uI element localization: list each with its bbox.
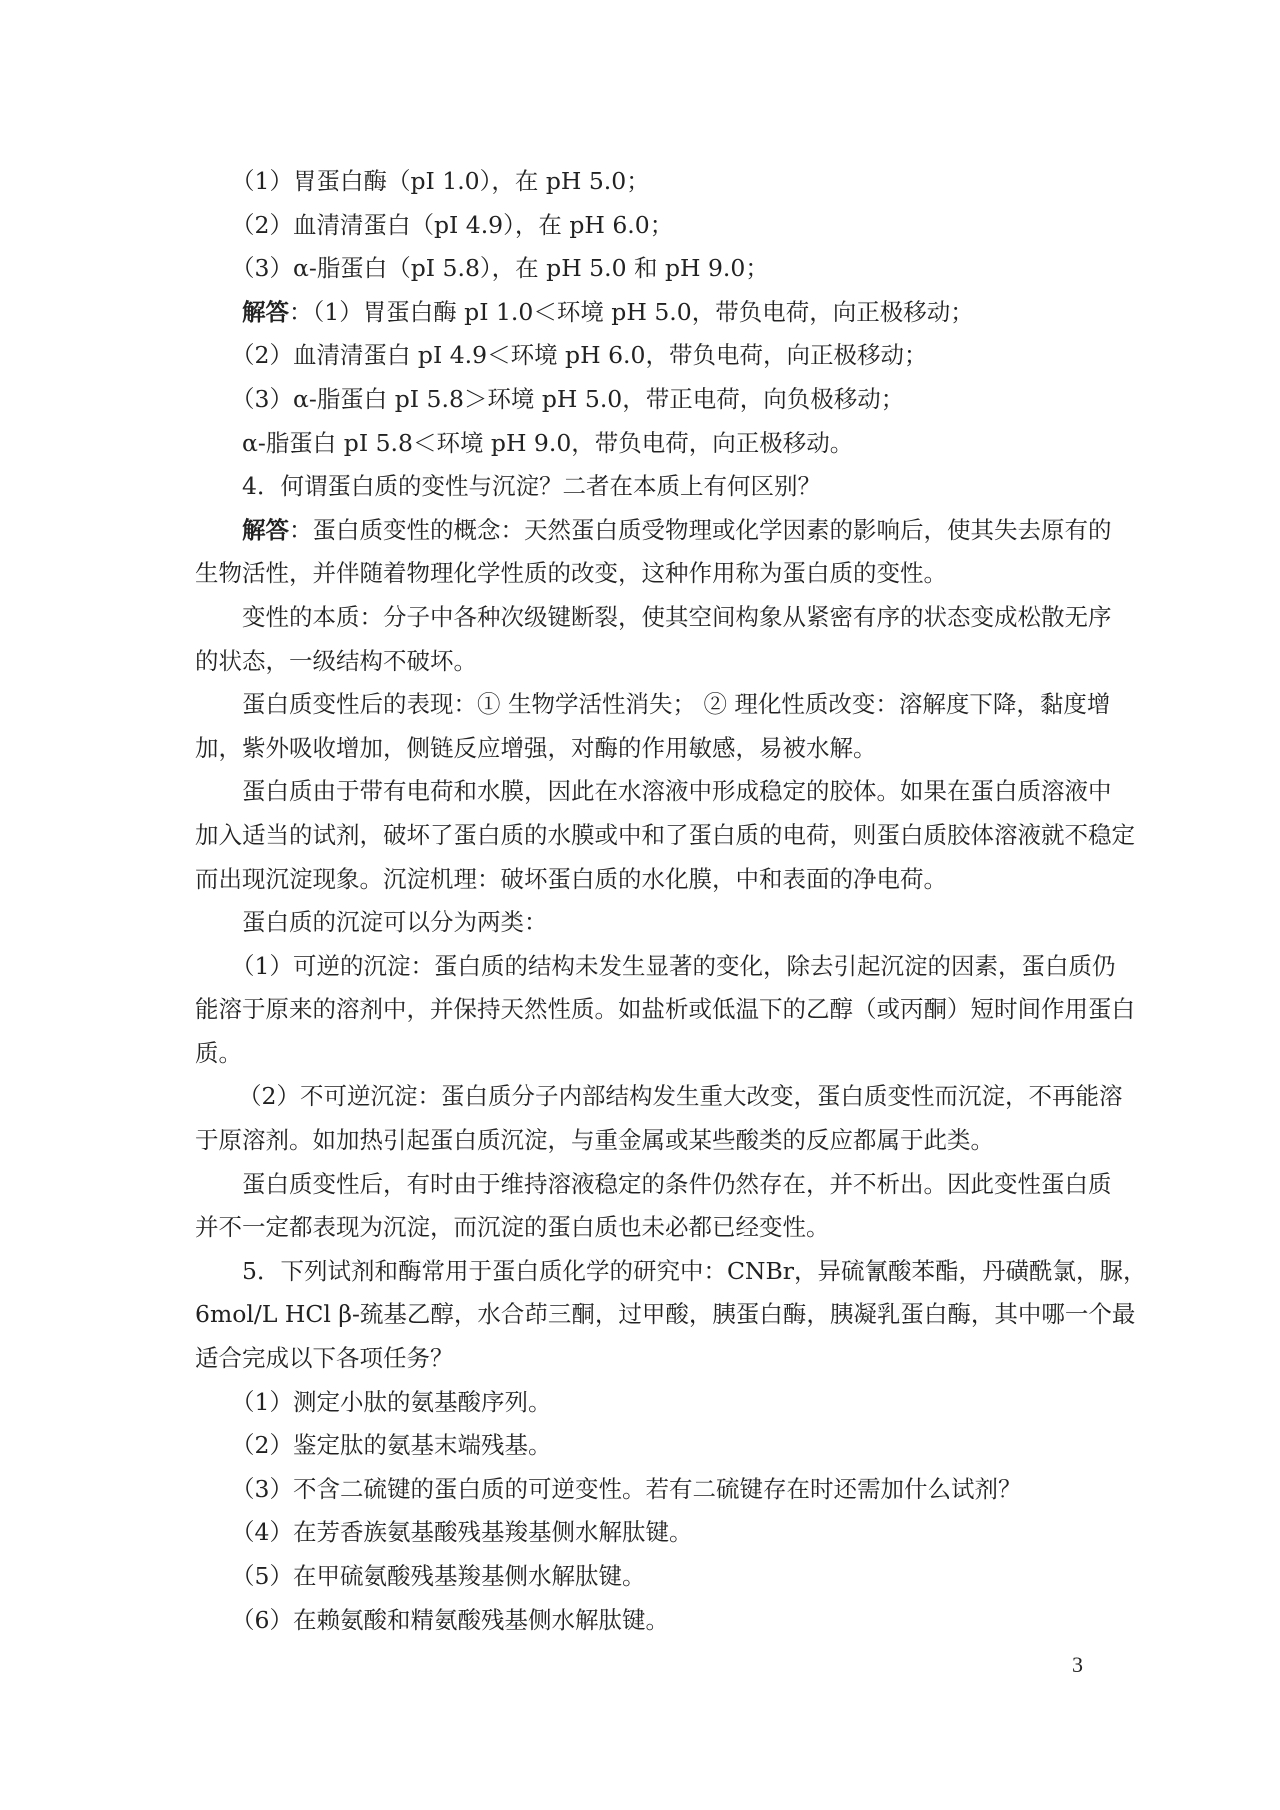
answer-label: 解答 [242,515,289,544]
text-line [195,1599,1085,1643]
text-line [195,160,1085,204]
line-text: （3）α-脂蛋白（pI 5.8），在 pH 5.0 和 pH 9.0； [231,254,769,283]
text-line [195,1032,1085,1076]
line-text: 蛋白质变性后，有时由于维持溶液稳定的条件仍然存在，并不析出。因此变性蛋白质 [242,1169,1112,1198]
text-line [195,1381,1085,1425]
line-text: （6）在赖氨酸和精氨酸残基侧水解肽键。 [231,1605,669,1634]
text-line [195,727,1085,771]
line-text: （2）鉴定肽的氨基末端残基。 [231,1431,552,1460]
text-line [195,640,1085,684]
line-text: （1）胃蛋白酶（pI 1.0），在 pH 5.0； [231,167,650,195]
line-text: ：蛋白质变性的概念：天然蛋白质受物理或化学因素的影响后，使其失去原有的 [289,515,1112,544]
text-line [195,683,1111,727]
text-line [195,247,1085,291]
text-line [195,988,1135,1032]
text-line [195,1206,1085,1250]
line-text: 能溶于原来的溶剂中，并保持天然性质。如盐析或低温下的乙醇（或丙酮）短时间作用蛋白 [195,995,1135,1024]
line-text: 并不一定都表现为沉淀，而沉淀的蛋白质也未必都已经变性。 [195,1213,830,1242]
text-line [195,1555,1085,1599]
text-line [195,465,1085,509]
text-line [195,596,1112,640]
line-text: 于原溶剂。如加热引起蛋白质沉淀，与重金属或某些酸类的反应都属于此类。 [195,1126,994,1155]
line-text: （1）测定小肽的氨基酸序列。 [231,1387,552,1416]
text-line [195,858,1085,902]
line-text: （3）α-脂蛋白 pI 5.8＞环境 pH 5.0，带正电荷，向负极移动； [231,384,905,413]
text-line [195,1075,1123,1119]
text-line [195,509,1112,553]
line-text: 蛋白质变性后的表现：① 生物学活性消失； ② 理化性质改变：溶解度下降，黏度增 [242,690,1111,719]
line-text: 质。 [195,1038,242,1067]
text-line [195,1337,1085,1381]
document-body [195,160,1147,1642]
line-text: 5．下列试剂和酶常用于蛋白质化学的研究中：CNBr，异硫氰酸苯酯，丹磺酰氯，脲， [242,1256,1147,1285]
text-line [195,1250,1147,1294]
line-text: （2）血清清蛋白 pI 4.9＜环境 pH 6.0，带负电荷，向正极移动； [231,341,928,370]
line-text: 生物活性，并伴随着物理化学性质的改变，这种作用称为蛋白质的变性。 [195,559,947,588]
text-line [195,204,1085,248]
line-text: ：（1）胃蛋白酶 pI 1.0＜环境 pH 5.0，带负电荷，向正极移动； [289,297,974,326]
line-text: 蛋白质的沉淀可以分为两类： [242,908,548,937]
line-text: 6mol/L HCl β-巯基乙醇，水合茚三酮，过甲酸，胰蛋白酶，胰凝乳蛋白酶，其中哪一个最 [195,1300,1136,1329]
line-text: （1）可逆的沉淀：蛋白质的结构未发生显著的变化，除去引起沉淀的因素，蛋白质仍 [231,951,1116,980]
text-line [195,1468,1085,1512]
line-text: 而出现沉淀现象。沉淀机理：破坏蛋白质的水化膜，中和表面的净电荷。 [195,864,947,893]
text-line [195,814,1135,858]
line-text: （2）不可逆沉淀：蛋白质分子内部结构发生重大改变，蛋白质变性而沉淀，不再能溶 [238,1082,1123,1111]
line-text: α-脂蛋白 pI 5.8＜环境 pH 9.0，带负电荷，向正极移动。 [242,428,854,457]
line-text: （2）血清清蛋白（pI 4.9），在 pH 6.0； [231,210,674,239]
line-text: 4．何谓蛋白质的变性与沉淀？二者在本质上有何区别？ [242,472,821,501]
answer-label: 解答 [242,297,289,326]
line-text: 加，紫外吸收增加，侧链反应增强，对酶的作用敏感，易被水解。 [195,733,877,762]
line-text: 适合完成以下各项任务？ [195,1344,454,1373]
page-number: 3 [1072,1652,1083,1677]
line-text: （5）在甲硫氨酸残基羧基侧水解肽键。 [231,1562,646,1590]
text-line [195,1293,1136,1337]
line-text: 变性的本质：分子中各种次级键断裂，使其空间构象从紧密有序的状态变成松散无序 [242,602,1112,631]
text-line [195,1119,1085,1163]
text-line [195,422,1085,466]
text-line [195,1511,1085,1555]
text-line [195,770,1112,814]
text-line [195,1163,1112,1207]
text-line [195,901,1085,945]
line-text: （4）在芳香族氨基酸残基羧基侧水解肽键。 [231,1518,693,1547]
text-line [195,291,1085,335]
text-line [195,552,1085,596]
text-line [195,1424,1085,1468]
line-text: 蛋白质由于带有电荷和水膜，因此在水溶液中形成稳定的胶体。如果在蛋白质溶液中 [242,777,1112,806]
text-line [195,334,1085,378]
text-line [195,945,1116,989]
line-text: （3）不含二硫键的蛋白质的可逆变性。若有二硫键存在时还需加什么试剂？ [231,1474,1022,1503]
text-line [195,378,1085,422]
line-text: 加入适当的试剂，破坏了蛋白质的水膜或中和了蛋白质的电荷，则蛋白质胶体溶液就不稳定 [195,820,1135,849]
line-text: 的状态，一级结构不破坏。 [195,646,477,675]
